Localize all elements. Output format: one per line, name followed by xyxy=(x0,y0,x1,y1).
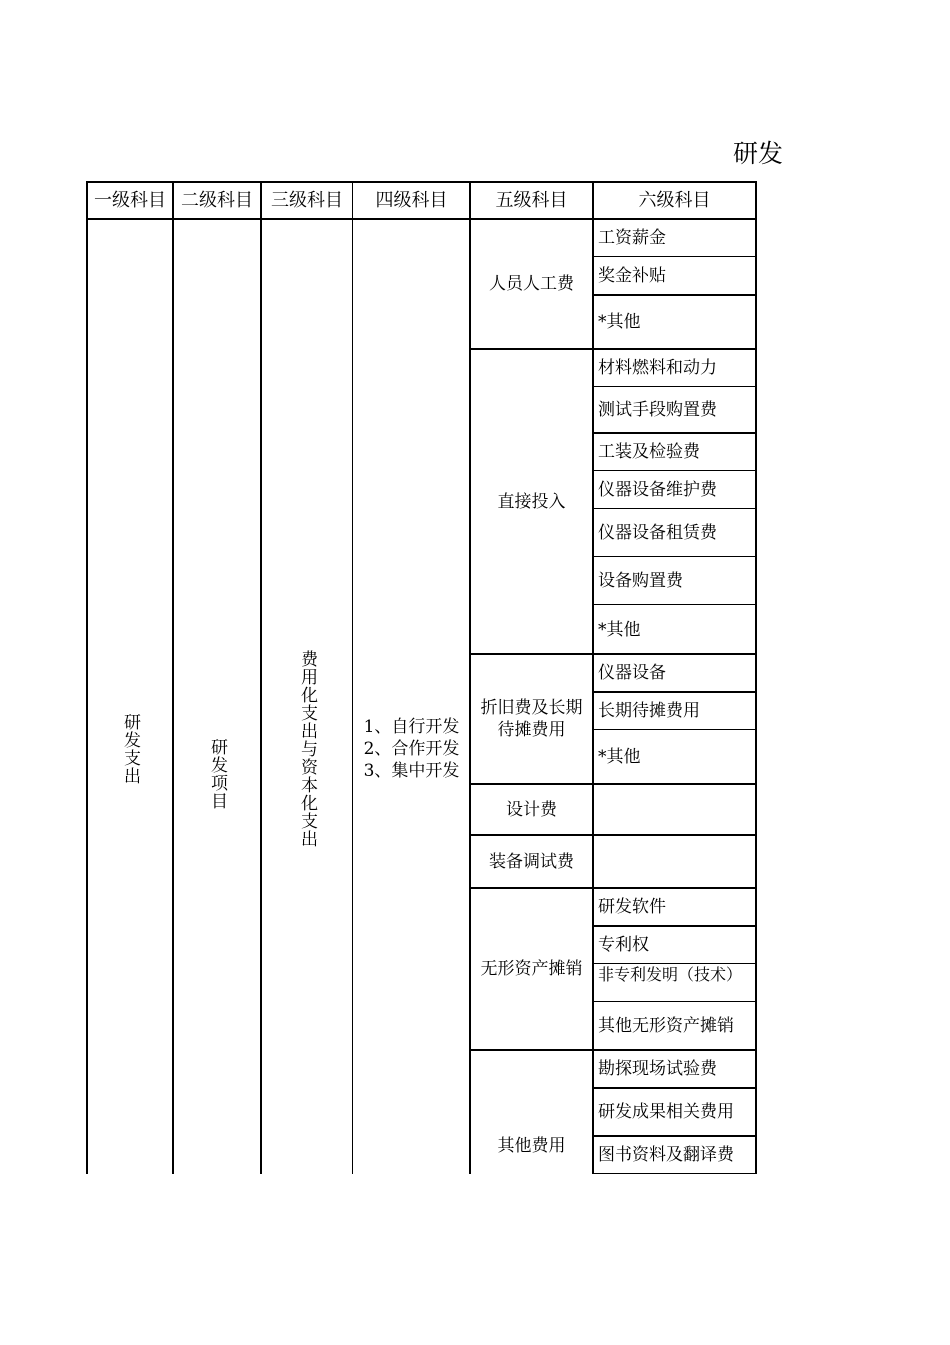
grid-line xyxy=(86,182,88,1174)
grid-line xyxy=(352,182,353,1174)
page-title: 研发 xyxy=(733,139,784,168)
level6-item: 长期待摊费用 xyxy=(598,701,700,721)
grid-line xyxy=(469,182,471,1174)
level6-item: 专利权 xyxy=(598,935,649,955)
grid-line xyxy=(470,348,757,350)
grid-line xyxy=(593,508,757,509)
level3-cell: 费用化支出与资本化支出 xyxy=(297,650,317,848)
level6-item-empty xyxy=(593,835,756,888)
header-level6: 六级科目 xyxy=(638,189,711,211)
grid-line xyxy=(593,1173,757,1174)
header-level3: 三级科目 xyxy=(271,189,343,211)
level2-cell: 研发项目 xyxy=(207,738,227,810)
header-level5: 五级科目 xyxy=(495,189,568,211)
level6-item: 设备购置费 xyxy=(598,571,683,591)
grid-line xyxy=(593,691,757,693)
grid-line xyxy=(470,887,757,889)
level6-item: *其他 xyxy=(598,312,641,332)
level6-item: 研发软件 xyxy=(598,897,666,917)
level6-item: 工资薪金 xyxy=(598,228,666,248)
header-level4: 四级科目 xyxy=(375,189,448,211)
level1-cell: 研发支出 xyxy=(120,713,140,785)
grid-line xyxy=(593,1087,757,1089)
level6-item: *其他 xyxy=(598,619,641,640)
level6-item: 材料燃料和动力 xyxy=(598,358,717,378)
header-level1: 一级科目 xyxy=(94,189,166,211)
grid-line xyxy=(470,834,757,836)
grid-line xyxy=(593,604,757,605)
level6-item: 测试手段购置费 xyxy=(598,400,717,420)
grid-line xyxy=(86,218,757,220)
level6-item: 仪器设备租赁费 xyxy=(598,523,717,543)
grid-line xyxy=(260,182,262,1174)
grid-line xyxy=(593,386,757,387)
grid-line xyxy=(593,556,757,557)
grid-line xyxy=(172,182,174,1174)
level5-depreciation: 折旧费及长期待摊费用 xyxy=(480,698,583,740)
grid-line xyxy=(593,963,757,964)
grid-line xyxy=(593,470,757,471)
grid-line xyxy=(593,432,757,434)
level5-design: 设计费 xyxy=(506,799,557,820)
grid-line xyxy=(593,256,757,257)
grid-line xyxy=(592,182,594,1174)
level5-personnel: 人员人工费 xyxy=(489,274,574,294)
level5-direct-input: 直接投入 xyxy=(497,491,566,512)
grid-line xyxy=(86,181,757,183)
level6-item: 图书资料及翻译费 xyxy=(598,1145,734,1165)
level6-item-empty xyxy=(593,784,756,835)
level6-item: 仪器设备 xyxy=(598,663,666,683)
level4-cell: 1、自行开发 2、合作开发 3、集中开发 xyxy=(363,717,460,781)
grid-line xyxy=(755,182,757,1174)
level6-item: 研发成果相关费用 xyxy=(598,1102,734,1122)
grid-line xyxy=(470,1049,757,1051)
grid-line xyxy=(593,729,757,730)
level6-item: 仪器设备维护费 xyxy=(598,480,717,500)
grid-line xyxy=(470,783,757,785)
grid-line xyxy=(470,653,757,655)
level6-item: 其他无形资产摊销 xyxy=(598,1016,734,1036)
grid-line xyxy=(593,294,757,296)
grid-line xyxy=(593,1135,757,1137)
level6-item: 勘探现场试验费 xyxy=(598,1059,717,1079)
grid-line xyxy=(593,925,757,927)
level5-equipment-debug: 装备调试费 xyxy=(489,851,574,872)
level6-item: 奖金补贴 xyxy=(598,266,666,286)
level5-other: 其他费用 xyxy=(497,1136,566,1156)
level5-intangible: 无形资产摊销 xyxy=(480,959,583,979)
level6-item: 非专利发明（技术） xyxy=(598,965,743,984)
header-level2: 二级科目 xyxy=(181,189,253,211)
level6-item: 工装及检验费 xyxy=(598,442,700,462)
grid-line xyxy=(593,1001,757,1002)
level6-item: *其他 xyxy=(598,747,641,767)
